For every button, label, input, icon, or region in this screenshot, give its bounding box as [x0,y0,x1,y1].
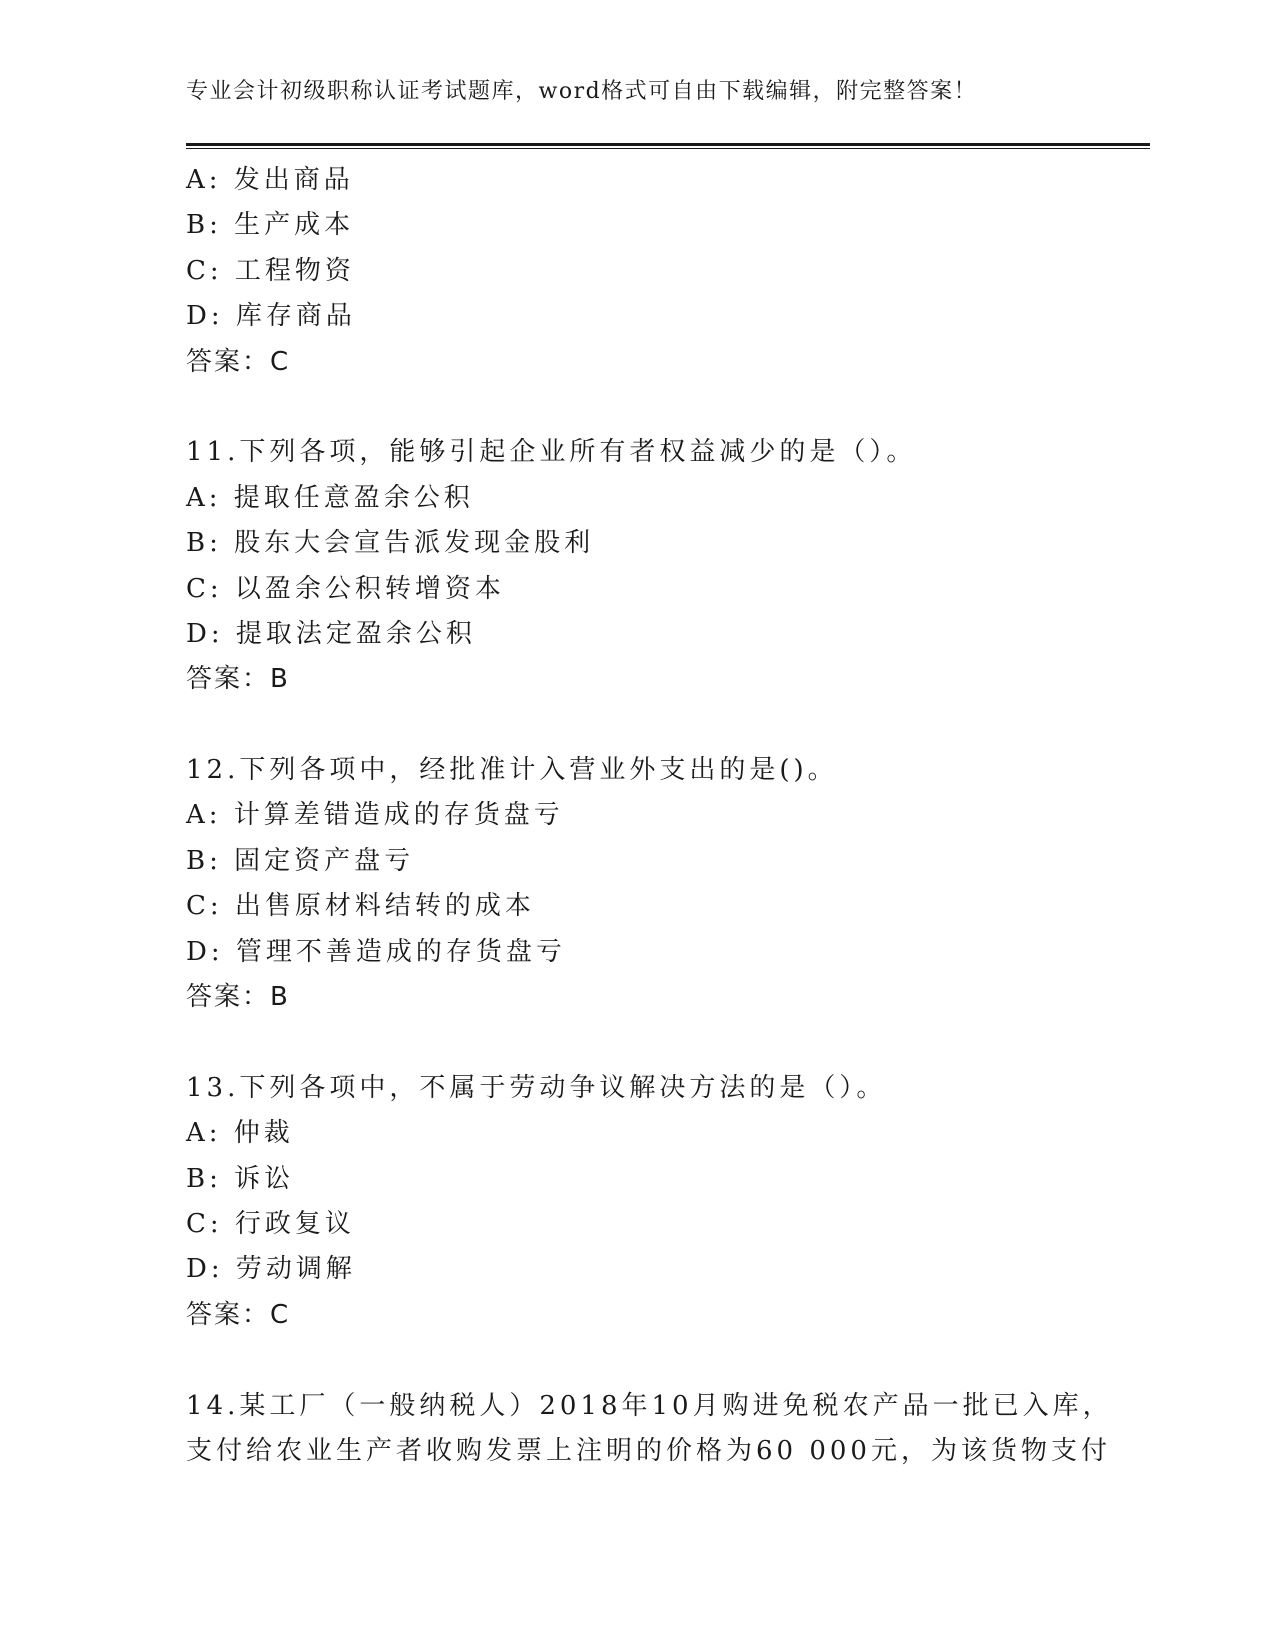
question-block-10 [186,158,1150,385]
option-c: C: 行政复议 [186,1208,355,1239]
option-d: D: 劳动调解 [186,1254,356,1285]
option-a: A: 提取任意盈余公积 [186,482,474,513]
option-d: D: 库存商品 [186,301,356,332]
answer-line: 答案：C [186,1299,291,1330]
question-stem: 11.下列各项，能够引起企业所有者权益减少的是（）。 [186,437,917,468]
page-header: 专业会计初级职称认证考试题库，word格式可自由下载编辑，附完整答案！ [186,79,978,104]
option-a: A: 计算差错造成的存货盘亏 [186,800,564,831]
spacer [186,1020,1150,1065]
header-rule [186,143,1150,149]
option-c: C: 工程物资 [186,255,355,286]
question-stem-line-2: 支付给农业生产者收购发票上注明的价格为60 000元，为该货物支付 [186,1435,1111,1466]
option-d: D: 提取法定盈余公积 [186,618,476,649]
question-block-14 [186,1384,1150,1475]
question-stem: 13.下列各项中，不属于劳动争议解决方法的是（）。 [186,1072,887,1103]
option-b: B: 诉讼 [186,1163,295,1194]
option-c: C: 出售原材料结转的成本 [186,891,535,922]
question-stem: 12.下列各项中，经批准计入营业外支出的是()。 [186,755,838,786]
document-body [186,158,1150,1474]
answer-line: 答案：B [186,664,290,695]
option-b: B: 固定资产盘亏 [186,845,415,876]
answer-line: 答案：C [186,346,291,377]
question-block-12 [186,748,1150,1020]
option-d: D: 管理不善造成的存货盘亏 [186,936,566,967]
spacer [186,1338,1150,1383]
option-a: A: 仲裁 [186,1118,294,1149]
option-b: B: 股东大会宣告派发现金股利 [186,528,595,559]
option-c: C: 以盈余公积转增资本 [186,573,505,604]
option-a: A: 发出商品 [186,165,354,195]
spacer [186,703,1150,748]
question-block-13 [186,1066,1150,1338]
question-stem-line-1: 14.某工厂（一般纳税人）2018年10月购进免税农产品一批已入库， [186,1390,1113,1421]
answer-line: 答案：B [186,982,290,1013]
question-block-11 [186,430,1150,702]
spacer [186,385,1150,430]
option-b: B: 生产成本 [186,210,355,241]
